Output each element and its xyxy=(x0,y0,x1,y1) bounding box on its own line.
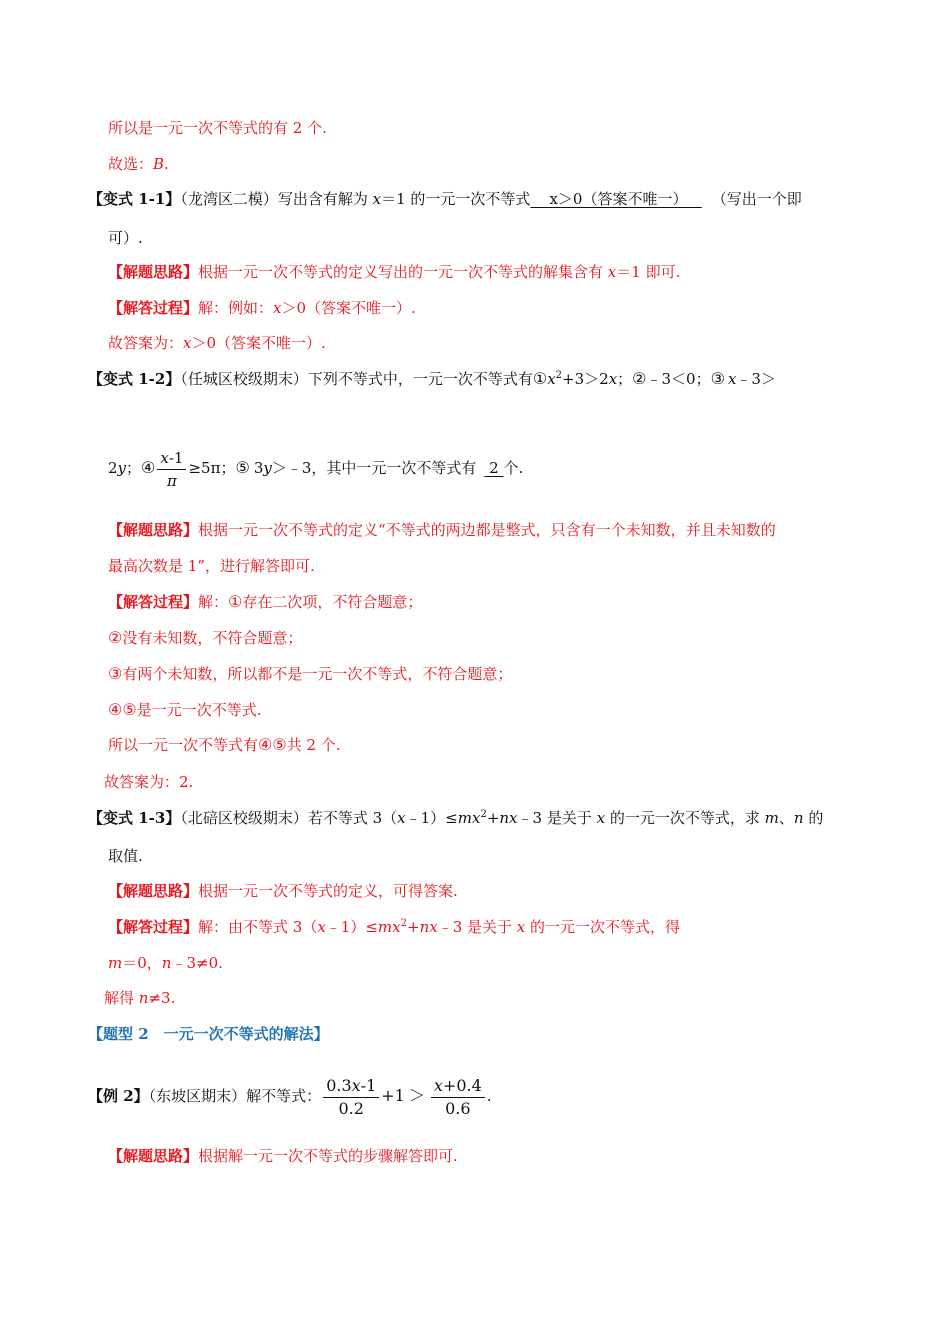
text-span: ﹣1）≤ xyxy=(405,809,458,827)
text-span: 故答案为：2. xyxy=(104,773,194,791)
var-y: y xyxy=(117,459,127,477)
text-span: . xyxy=(164,155,169,173)
variant-label: 【变式 1-1】 xyxy=(88,190,181,208)
text-span: ＞ xyxy=(408,1086,425,1105)
text-span: 所以是一元一次不等式的有 2 个. xyxy=(108,119,327,137)
text-span: 故答案为： xyxy=(108,334,184,352)
var-x: x xyxy=(607,263,617,281)
variant-1-2-think-cont xyxy=(108,556,315,576)
think-label: 【解题思路】 xyxy=(108,1147,199,1165)
text-span: ﹣3＞ xyxy=(736,370,776,388)
circled-number: ⑤ xyxy=(122,700,137,719)
variant-1-1-answer xyxy=(108,333,326,353)
process-line xyxy=(108,953,223,973)
var-x: x xyxy=(183,334,192,352)
circled-number: ⑤ xyxy=(235,458,250,477)
var-nx: nx xyxy=(419,918,438,936)
var-x: x xyxy=(372,190,382,208)
variant-1-2-question-cont xyxy=(108,446,523,492)
text-span: 解：例如： xyxy=(198,299,274,317)
process-line xyxy=(108,735,341,755)
variant-1-2-answer xyxy=(104,772,193,792)
text-span: +1 xyxy=(381,1086,405,1105)
var-mx: mx xyxy=(457,809,481,827)
text-span: 3 xyxy=(253,459,264,477)
text-span: 可）. xyxy=(108,229,143,247)
text-span: 解：由不等式 3（ xyxy=(198,918,318,936)
variant-1-3-question-cont xyxy=(108,846,143,866)
process-line xyxy=(108,628,302,648)
circled-number: ① xyxy=(228,592,243,611)
var-x: x xyxy=(727,370,737,388)
text-span: 根据一元一次不等式的定义，可得答案. xyxy=(198,882,458,900)
text-span: 是一元一次不等式. xyxy=(136,701,262,719)
text-span: 存在二次项，不符合题意； xyxy=(242,593,423,611)
text-span: 个. xyxy=(503,459,524,477)
text-span: ﹣3 是关于 xyxy=(517,809,597,827)
circled-number: ① xyxy=(532,369,548,388)
text-span: 解得 xyxy=(104,989,139,1007)
answer-line xyxy=(108,154,169,174)
variant-1-1-question xyxy=(88,189,802,209)
example-label: 【例 2】 xyxy=(88,1087,149,1105)
answer-blank: x＞0（答案不唯一） xyxy=(530,190,702,208)
variant-1-1-think xyxy=(108,262,680,282)
text-span: 故选： xyxy=(108,155,154,173)
circled-number: ④ xyxy=(258,735,273,754)
text-span: 有两个未知数，所以都不是一元一次不等式，不符合题意； xyxy=(122,665,513,683)
fraction xyxy=(323,1075,379,1120)
circled-number: ② xyxy=(108,628,123,647)
text-span: -1 xyxy=(168,448,184,467)
text-span: ≥5π； xyxy=(188,459,236,477)
text-span: 的一元一次不等式，得 xyxy=(525,918,681,936)
var-x: x xyxy=(273,299,282,317)
fraction xyxy=(157,447,186,492)
var-m: m xyxy=(764,809,779,827)
text-span: ≠3. xyxy=(148,989,176,1007)
variant-1-1-question-cont xyxy=(108,228,143,248)
var-x: x xyxy=(608,370,618,388)
text-span: 的 xyxy=(803,809,824,827)
text-span: 根据一元一次不等式的定义“不等式的两边都是整式，只含有一个未知数，并且未知数的 xyxy=(198,521,776,539)
answer-blank: 2 xyxy=(484,459,504,477)
text-span: + xyxy=(486,809,500,827)
var-x: x xyxy=(516,918,526,936)
fraction-denominator: 0.6 xyxy=(445,1098,471,1118)
text-span: ＝1 的一元一次不等式 xyxy=(381,190,531,208)
text-span: 没有未知数，不符合题意； xyxy=(122,629,303,647)
text-span: 所以一元一次不等式有 xyxy=(108,736,259,754)
text-span: ﹣3 是关于 xyxy=(437,918,517,936)
text-span: （写出一个即 xyxy=(711,190,802,208)
text-span: 共 2 个. xyxy=(286,736,341,754)
circled-number: ④ xyxy=(108,700,123,719)
text-span: 0.3 xyxy=(326,1075,352,1095)
text-span: ﹣3＜0； xyxy=(646,370,711,388)
circled-number: ② xyxy=(632,369,647,388)
process-label: 【解答过程】 xyxy=(108,918,199,936)
variant-1-2-question: 【变式 1-2】（任城区校级期末）下列不等式中，一元一次不等式有$①x^2+3>2x$；②﹣3＜0；③ x﹣3＞ xyxy=(88,369,776,388)
circled-number: ③ xyxy=(710,369,725,388)
var-x: x xyxy=(596,809,606,827)
text-span: 2 xyxy=(108,459,118,477)
answer-choice: B xyxy=(153,155,165,173)
text-span: 取值. xyxy=(108,847,143,865)
variant-1-2-process xyxy=(108,592,422,612)
text-span: 解： xyxy=(198,593,229,611)
text-span: 的一元一次不等式，求 xyxy=(605,809,765,827)
var-m: m xyxy=(108,954,123,972)
fraction-numerator xyxy=(431,1075,485,1098)
fraction-numerator xyxy=(157,447,186,470)
var-x: x xyxy=(547,370,556,388)
var-x: x xyxy=(351,1075,361,1095)
fraction-numerator xyxy=(323,1075,379,1098)
variant-label: 【变式 1-3】 xyxy=(88,809,181,827)
think-label: 【解题思路】 xyxy=(108,263,199,281)
text-span: ； xyxy=(617,370,633,388)
text-span: （东坡区期末）解不等式： xyxy=(148,1087,322,1105)
text-span: + xyxy=(406,918,420,936)
fraction xyxy=(431,1075,485,1120)
process-line xyxy=(108,700,261,720)
text-span: ＞0（答案不唯一）. xyxy=(281,299,416,317)
var-mx: mx xyxy=(377,918,401,936)
circled-number: ⑤ xyxy=(272,735,287,754)
var-n: n xyxy=(161,954,172,972)
think-label: 【解题思路】 xyxy=(108,521,199,539)
var-x: x xyxy=(397,809,406,827)
text-span: （任城区校级期末）下列不等式中，一元一次不等式有 xyxy=(180,370,533,388)
text-span: ＞0（答案不唯一）. xyxy=(191,334,326,352)
var-y: y xyxy=(263,459,272,477)
text-span: 、 xyxy=(778,809,794,827)
var-x: x xyxy=(160,448,169,467)
section-heading xyxy=(88,1024,329,1044)
example-2-question xyxy=(88,1072,492,1120)
fraction-denominator: 0.2 xyxy=(338,1098,364,1118)
example-2-think xyxy=(108,1146,458,1166)
text-span: ＝1 即可. xyxy=(616,263,681,281)
var-x: x xyxy=(433,1075,443,1095)
text-span: ﹣3≠0. xyxy=(171,954,223,972)
text-span: ＞﹣3，其中一元一次不等式有 xyxy=(271,459,477,477)
var-n: n xyxy=(793,809,804,827)
text-span: 根据解一元一次不等式的步骤解答即可. xyxy=(198,1147,458,1165)
text-span: +0.4 xyxy=(442,1075,482,1095)
variant-1-2-think xyxy=(108,520,776,540)
variant-1-1-process xyxy=(108,298,416,318)
think-label: 【解题思路】 xyxy=(108,882,199,900)
fraction-denominator: π xyxy=(167,471,177,490)
process-label: 【解答过程】 xyxy=(108,593,199,611)
variant-label: 【变式 1-2】 xyxy=(88,370,181,388)
text-span: +3＞2 xyxy=(562,370,609,388)
process-label: 【解答过程】 xyxy=(108,299,199,317)
text-span: （龙湾区二模）写出含有解为 xyxy=(180,190,373,208)
text-span: 【题型 2 一元一次不等式的解法】 xyxy=(88,1025,329,1043)
variant-1-3-think xyxy=(108,881,458,901)
variant-1-3-process: 【解答过程】解：由不等式 $3(x﹣1)\le mx^2+nx﹣3$ 是关于 x 的一元一次不等式，得 xyxy=(108,918,681,936)
text-span: 最高次数是 1”，进行解答即可. xyxy=(108,557,315,575)
text-span: （北碚区校级期末）若不等式 3（ xyxy=(180,809,398,827)
var-nx: nx xyxy=(499,809,518,827)
text-span: 根据一元一次不等式的定义写出的一元一次不等式的解集含有 xyxy=(198,263,608,281)
var-x: x xyxy=(317,918,326,936)
text-span: ； xyxy=(126,459,142,477)
text-span: -1 xyxy=(360,1075,377,1095)
var-n: n xyxy=(138,989,149,1007)
process-line xyxy=(108,664,512,684)
variant-1-3-question: 【变式 1-3】（北碚区校级期末）若不等式 $3(x﹣1)\le mx^2+nx﹣3$ 是关于 x 的一元一次不等式，求 m、n 的 xyxy=(88,809,824,827)
text-line xyxy=(108,118,327,138)
circled-number: ③ xyxy=(108,664,123,683)
text-span: ＝0， xyxy=(122,954,162,972)
circled-number: ④ xyxy=(141,458,156,477)
text-span: ﹣1）≤ xyxy=(325,918,378,936)
text-span: . xyxy=(486,1087,492,1105)
variant-1-3-answer xyxy=(104,988,175,1008)
